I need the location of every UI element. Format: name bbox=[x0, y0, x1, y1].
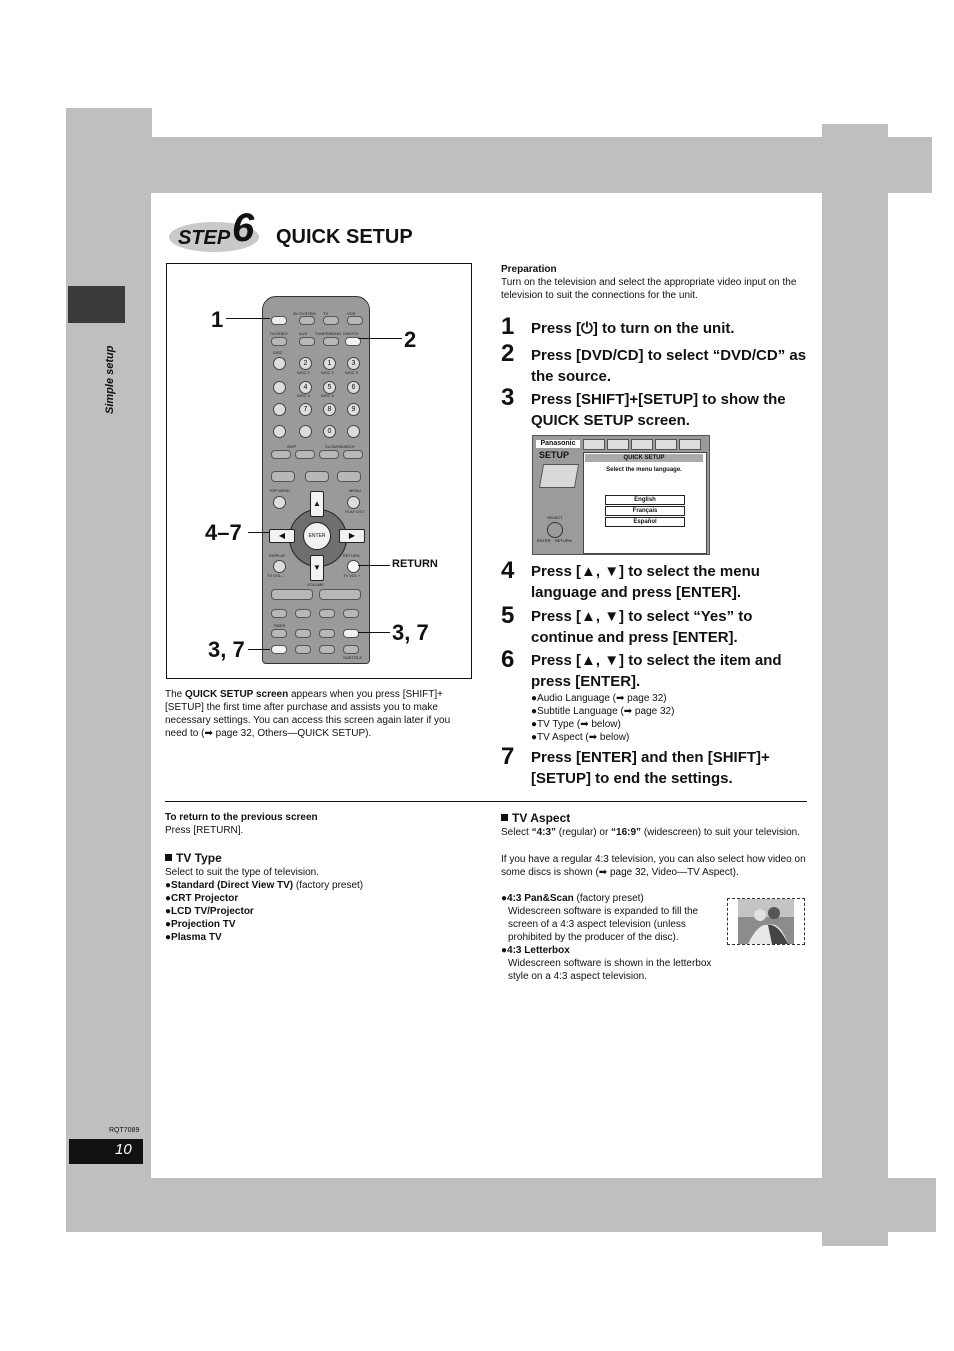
step-badge bbox=[168, 206, 268, 254]
enter-button[interactable]: ENTER bbox=[303, 522, 331, 550]
step-7-number: 7 bbox=[501, 743, 515, 770]
digit-9-button[interactable]: 9 bbox=[347, 403, 360, 416]
step-5-number: 5 bbox=[501, 602, 515, 629]
intro-bold: QUICK SETUP screen bbox=[185, 689, 289, 700]
tuner-band-button[interactable] bbox=[323, 337, 339, 346]
remote-button[interactable] bbox=[295, 609, 311, 618]
menu-tab-icon bbox=[607, 439, 629, 450]
remote-label: AUX bbox=[299, 331, 308, 336]
remote-label: DISC 1 bbox=[297, 370, 310, 375]
step-4-text: Press [▲, ▼] to select the menu language and press [ENTER]. bbox=[531, 563, 760, 601]
osd-return-hint: RETURN bbox=[555, 538, 572, 543]
remote-label: VOLUME bbox=[307, 582, 324, 587]
osd-enter-hint: ENTER bbox=[537, 538, 551, 543]
remote-label: TV bbox=[323, 311, 329, 316]
down-arrow-button[interactable]: ▼ bbox=[310, 555, 324, 581]
bullet-tv-aspect: ●TV Aspect (➡ below) bbox=[531, 732, 630, 743]
remote-label: TUNER/BAND bbox=[315, 331, 342, 336]
top-menu-button[interactable] bbox=[273, 496, 286, 509]
digit-3-button[interactable]: 3 bbox=[347, 357, 360, 370]
digit-5-button[interactable]: 5 bbox=[323, 381, 336, 394]
osd-setup-label: SETUP bbox=[539, 450, 570, 460]
step-7-text: Press [ENTER] and then [SHIFT]+[SETUP] to end the settings. bbox=[531, 749, 770, 787]
power-button[interactable] bbox=[271, 316, 287, 325]
osd-nav-icon bbox=[547, 522, 563, 538]
frame-bottom-band bbox=[66, 1178, 936, 1232]
tv-type-heading-text: TV Type bbox=[176, 851, 222, 865]
option-pan-scan-desc: Widescreen software is expanded to fill the screen of a 4:3 aspect television (unless prohibited by the producer of the disc). bbox=[508, 906, 699, 943]
remote-label: DISC 2 bbox=[321, 370, 334, 375]
remote-label: DISPLAY bbox=[269, 553, 286, 558]
remote-label: VCR bbox=[347, 311, 356, 316]
remote-label: DISC 5 bbox=[321, 393, 334, 398]
volume-down-button[interactable] bbox=[271, 589, 313, 600]
callout-2-line bbox=[358, 338, 402, 339]
remote-button[interactable] bbox=[299, 425, 312, 438]
tv-type-item: ●LCD TV/Projector bbox=[165, 906, 254, 917]
callout-return-line bbox=[358, 565, 390, 566]
remote-label: TV/VIDEO bbox=[269, 331, 288, 336]
step-2-text: Press [DVD/CD] to select “DVD/CD” as the source. bbox=[531, 347, 807, 385]
tv-aspect-paragraph-2: If you have a regular 4:3 television, you can also select how video on some discs is shown (➡ page 32, Video—TV Aspect). bbox=[501, 854, 806, 878]
remote-label: MENU bbox=[349, 488, 361, 493]
remote-button[interactable] bbox=[271, 609, 287, 618]
tv-aspect-text: Select bbox=[501, 827, 532, 838]
return-heading: To return to the previous screen bbox=[165, 812, 318, 823]
remote-button[interactable] bbox=[273, 403, 286, 416]
search-forward-button[interactable] bbox=[343, 450, 363, 459]
tv-type-item-rest: (factory preset) bbox=[293, 880, 364, 891]
remote-button[interactable] bbox=[295, 629, 311, 638]
side-tab-marker bbox=[68, 286, 125, 323]
language-option-espanol[interactable]: Español bbox=[605, 517, 685, 527]
pan-scan-illustration bbox=[727, 898, 805, 945]
step-2-number: 2 bbox=[501, 340, 515, 367]
tv-type-item: ●Projection TV bbox=[165, 919, 236, 930]
quick-setup-screen bbox=[532, 435, 710, 555]
play-button[interactable] bbox=[337, 471, 361, 482]
callout-4-7-line bbox=[248, 532, 270, 533]
option-pan-scan-rest: (factory preset) bbox=[573, 893, 644, 904]
bullet-subtitle-language: ●Subtitle Language (➡ page 32) bbox=[531, 706, 675, 717]
remote-button[interactable] bbox=[273, 357, 286, 370]
timer-button[interactable] bbox=[271, 629, 287, 638]
remote-label: AV SYSTEM bbox=[293, 311, 316, 316]
square-bullet-icon bbox=[501, 814, 508, 821]
tv-type-item: ●CRT Projector bbox=[165, 893, 239, 904]
callout-1: 1 bbox=[211, 307, 224, 332]
frame-left-band bbox=[66, 108, 152, 1232]
option-letterbox-desc: Widescreen software is shown in the letterbox style on a 4:3 aspect television. bbox=[508, 958, 712, 982]
tv-aspect-16-9: “16:9” bbox=[611, 827, 642, 838]
shift-button[interactable] bbox=[271, 645, 287, 654]
tv-type-list bbox=[165, 866, 485, 944]
intro-paragraph bbox=[165, 688, 469, 740]
callout-2: 2 bbox=[404, 327, 417, 352]
language-option-english[interactable]: English bbox=[605, 495, 685, 505]
step-6-number: 6 bbox=[501, 646, 515, 673]
menu-tab-icon bbox=[655, 439, 677, 450]
disc-graphic-icon bbox=[539, 464, 579, 488]
pause-button[interactable] bbox=[305, 471, 329, 482]
remote-button[interactable] bbox=[299, 316, 315, 325]
skip-back-button[interactable] bbox=[271, 450, 291, 459]
search-back-button[interactable] bbox=[319, 450, 339, 459]
osd-banner: QUICK SETUP bbox=[585, 454, 703, 462]
page-number: 10 bbox=[115, 1141, 132, 1158]
callout-3-7-left: 3, 7 bbox=[208, 637, 245, 662]
tv-type-heading bbox=[165, 851, 222, 865]
display-button[interactable] bbox=[273, 560, 286, 573]
side-tab-label: Simple setup bbox=[104, 345, 116, 414]
couple-photo-icon bbox=[728, 899, 804, 944]
remote-label: DVD/CD bbox=[343, 331, 359, 336]
remote-button[interactable] bbox=[273, 425, 286, 438]
remote-button[interactable] bbox=[323, 316, 339, 325]
menu-tab-icon bbox=[679, 439, 701, 450]
digit-2-button[interactable]: 2 bbox=[299, 357, 312, 370]
tv-aspect-heading bbox=[501, 811, 570, 825]
bullet-audio-language: ●Audio Language (➡ page 32) bbox=[531, 693, 667, 704]
callout-return: RETURN bbox=[392, 558, 438, 570]
tv-aspect-heading-text: TV Aspect bbox=[512, 811, 571, 825]
callout-3-7-left-line bbox=[248, 649, 270, 650]
remote-button[interactable] bbox=[347, 425, 360, 438]
tv-aspect-paragraph-1 bbox=[501, 826, 807, 839]
right-arrow-button[interactable]: ▶ bbox=[339, 529, 365, 543]
language-option-francais[interactable]: Français bbox=[605, 506, 685, 516]
digit-7-button[interactable]: 7 bbox=[299, 403, 312, 416]
menu-tab-icon bbox=[631, 439, 653, 450]
remote-label: SKIP bbox=[287, 444, 297, 449]
callout-3-7-right: 3, 7 bbox=[392, 620, 429, 645]
remote-button[interactable] bbox=[347, 316, 363, 325]
square-bullet-icon bbox=[165, 854, 172, 861]
menu-tab-icon bbox=[583, 439, 605, 450]
volume-up-button[interactable] bbox=[319, 589, 361, 600]
remote-label: RETURN bbox=[343, 553, 360, 558]
skip-forward-button[interactable] bbox=[295, 450, 315, 459]
step-number: 6 bbox=[232, 206, 255, 250]
tv-type-item bbox=[165, 879, 485, 892]
bullet-tv-type: ●TV Type (➡ below) bbox=[531, 719, 621, 730]
tv-type-item-bold: ●Standard (Direct View TV) bbox=[165, 880, 294, 891]
step-4-number: 4 bbox=[501, 557, 515, 584]
intro-rest: appears when you press [SHIFT]+[SETUP] the first time after purchase and assists you to make necessary settings. You can access this screen again later if you need to (➡ page 32, Others—QUICK SETUP). bbox=[165, 689, 451, 739]
return-text: Press [RETURN]. bbox=[165, 825, 244, 836]
intro-prefix: The bbox=[165, 689, 186, 700]
document-code: RQT7089 bbox=[109, 1127, 140, 1134]
step-word: STEP bbox=[178, 227, 231, 249]
remote-label: TOP MENU bbox=[269, 488, 290, 493]
tv-aspect-text: (widescreen) to suit your television. bbox=[641, 827, 801, 838]
menu-button[interactable] bbox=[347, 496, 360, 509]
remote-label: DISC bbox=[273, 350, 283, 355]
remote-label: SUBTITLE bbox=[343, 655, 363, 660]
subtitle-button[interactable] bbox=[343, 645, 359, 654]
step-3-number: 3 bbox=[501, 384, 515, 411]
tv-aspect-text: (regular) or bbox=[556, 827, 612, 838]
step-6-bullets bbox=[531, 692, 791, 744]
tv-aspect-4-3: “4:3” bbox=[531, 827, 557, 838]
callout-4-7: 4–7 bbox=[205, 520, 242, 545]
remote-button[interactable] bbox=[273, 381, 286, 394]
left-arrow-button[interactable]: ◀ bbox=[269, 529, 295, 543]
preparation-heading: Preparation bbox=[501, 264, 557, 275]
digit-8-button[interactable]: 8 bbox=[323, 403, 336, 416]
remote-button[interactable] bbox=[343, 609, 359, 618]
step-1-text: Press [⏻] to turn on the unit. bbox=[531, 320, 735, 337]
callout-3-7-right-line bbox=[358, 632, 390, 633]
remote-control bbox=[262, 296, 370, 664]
remote-label: TIMER bbox=[273, 623, 286, 628]
remote-label: PLAY LIST bbox=[345, 509, 365, 514]
brand-logo: Panasonic bbox=[536, 440, 580, 448]
setup-button[interactable] bbox=[343, 629, 359, 638]
step-5-text: Press [▲, ▼] to select “Yes” to continue and press [ENTER]. bbox=[531, 608, 753, 646]
remote-button[interactable] bbox=[295, 645, 311, 654]
step-3-text: Press [SHIFT]+[SETUP] to show the QUICK SETUP screen. bbox=[531, 391, 786, 429]
option-pan-scan bbox=[501, 892, 715, 905]
frame-top-band bbox=[66, 137, 932, 193]
tv-aspect-options bbox=[501, 892, 715, 983]
digit-0-button[interactable]: 0 bbox=[323, 425, 336, 438]
remote-label: DISC 3 bbox=[345, 370, 358, 375]
option-pan-scan-label: ●4:3 Pan&Scan bbox=[501, 893, 574, 904]
return-button[interactable] bbox=[347, 560, 360, 573]
digit-1-button[interactable]: 1 bbox=[323, 357, 336, 370]
section-divider bbox=[165, 801, 807, 802]
up-arrow-button[interactable]: ▲ bbox=[310, 491, 324, 517]
aux-button[interactable] bbox=[299, 337, 315, 346]
step-1-number: 1 bbox=[501, 313, 515, 340]
remote-button[interactable] bbox=[319, 645, 335, 654]
tv-type-intro: Select to suit the type of television. bbox=[165, 867, 319, 878]
preparation-text: Turn on the television and select the appropriate video input on the television to suit the connections for the unit. bbox=[501, 277, 797, 301]
frame-right-band bbox=[822, 124, 888, 1246]
option-letterbox-label: ●4:3 Letterbox bbox=[501, 945, 570, 956]
page-title: QUICK SETUP bbox=[276, 226, 413, 248]
digit-6-button[interactable]: 6 bbox=[347, 381, 360, 394]
remote-label: TV VOL – bbox=[267, 573, 285, 578]
tv-video-button[interactable] bbox=[271, 337, 287, 346]
remote-label: TV VOL + bbox=[343, 573, 361, 578]
osd-prompt: Select the menu language. bbox=[606, 467, 682, 473]
tv-type-item: ●Plasma TV bbox=[165, 932, 222, 943]
stop-button[interactable] bbox=[271, 471, 295, 482]
remote-label: SLOW/SEARCH bbox=[325, 444, 355, 449]
osd-select-hint: SELECT bbox=[547, 515, 563, 520]
remote-button[interactable] bbox=[319, 629, 335, 638]
remote-button[interactable] bbox=[319, 609, 335, 618]
step-6-text: Press [▲, ▼] to select the item and press [ENTER]. bbox=[531, 652, 782, 690]
callout-1-line bbox=[226, 318, 270, 319]
remote-label: DISC 4 bbox=[297, 393, 310, 398]
digit-4-button[interactable]: 4 bbox=[299, 381, 312, 394]
